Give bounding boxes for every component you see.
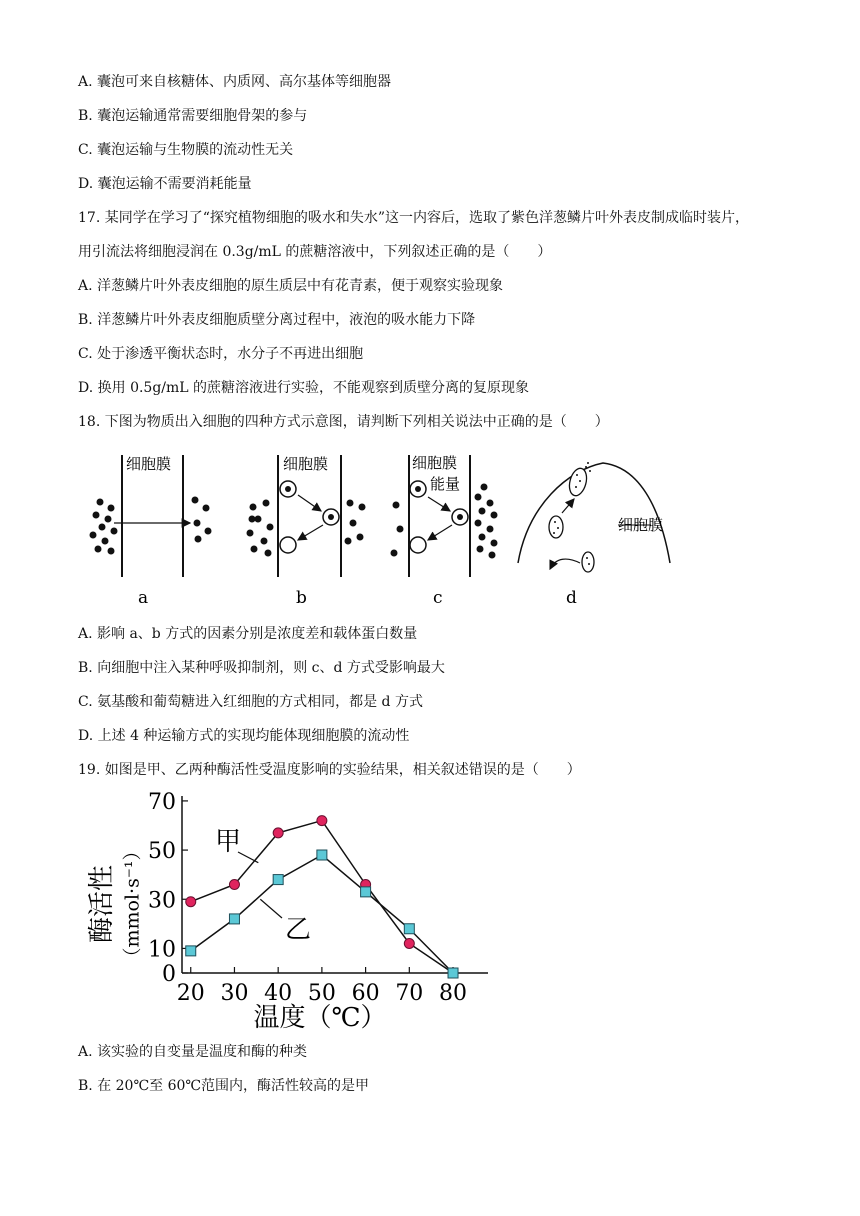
series-jia-leader-line [238, 852, 258, 863]
data-point-0 [229, 880, 239, 890]
data-point-1 [229, 914, 239, 924]
y-tick-label: 70 [148, 789, 176, 815]
x-tick-label: 70 [395, 981, 424, 1006]
q19-option-a: A. 该实验的自变量是温度和酶的种类 [78, 1044, 308, 1060]
q16-option-b: B. 囊泡运输通常需要细胞骨架的参与 [78, 108, 308, 124]
q18-option-b: B. 向细胞中注入某种呼吸抑制剂，则 c、d 方式受影响最大 [78, 660, 445, 676]
y-tick-label: 50 [148, 839, 176, 865]
q17-stem-line-2: 用引流法将细胞浸润在 0.3g/mL 的蔗糖溶液中，下列叙述正确的是（ ） [78, 244, 552, 260]
q16-option-c: C. 囊泡运输与生物膜的流动性无关 [78, 142, 294, 158]
panel-b-label: b [296, 588, 307, 608]
q17-option-d: D. 换用 0.5g/mL 的蔗糖溶液进行实验，不能观察到质壁分离的复原现象 [78, 380, 530, 396]
series-yi-label: 乙 [285, 915, 312, 945]
panel-c-diagram [391, 454, 498, 608]
q18-option-d: D. 上述 4 种运输方式的实现均能体现细胞膜的流动性 [78, 728, 410, 744]
chart-axes [182, 796, 488, 973]
q17-option-a: A. 洋葱鳞片叶外表皮细胞的原生质层中有花青素，便于观察实验现象 [78, 278, 504, 294]
panel-b-membrane-label: 细胞膜 [283, 455, 329, 473]
data-point-0 [404, 939, 414, 949]
data-point-1 [186, 946, 196, 956]
enzyme-activity-chart [70, 786, 510, 1036]
x-tick-label: 20 [176, 981, 205, 1006]
y-axis-label: 酶活性 [87, 864, 117, 944]
x-tick-label: 80 [439, 981, 468, 1006]
data-point-1 [404, 924, 414, 934]
x-tick-label: 30 [220, 981, 249, 1006]
panel-c-label: c [433, 588, 443, 608]
q17-option-b: B. 洋葱鳞片叶外表皮细胞质壁分离过程中，液泡的吸水能力下降 [78, 312, 476, 328]
data-point-1 [361, 887, 371, 897]
panel-c-membrane-label: 细胞膜 [412, 454, 458, 472]
y-tick-label: 30 [148, 888, 176, 914]
series-yi-leader-line [260, 899, 282, 918]
q18-option-c: C. 氨基酸和葡萄糖进入红细胞的方式相同，都是 d 方式 [78, 694, 423, 710]
series-jia-label: 甲 [215, 827, 242, 857]
data-point-1 [273, 875, 283, 885]
x-axis-label: 温度（℃） [253, 1003, 387, 1033]
panel-a-diagram [90, 455, 212, 608]
panel-a-membrane-label: 细胞膜 [126, 455, 172, 473]
q18-option-a: A. 影响 a、b 方式的因素分别是浓度差和载体蛋白数量 [78, 626, 418, 642]
panel-d-diagram [518, 462, 670, 608]
x-tick-label: 40 [264, 981, 293, 1006]
data-point-0 [186, 897, 196, 907]
panel-b-molecules [247, 500, 366, 557]
q17-stem-line-1: 17. 某同学在学习了“探究植物细胞的吸水和失水”这一内容后，选取了紫色洋葱鳞片叶外表皮制成临时装片， [78, 210, 750, 226]
q16-option-a: A. 囊泡可来自核糖体、内质网、高尔基体等细胞器 [78, 74, 392, 90]
q19-stem: 19. 如图是甲、乙两种酶活性受温度影响的实验结果，相关叙述错误的是（ ） [78, 762, 581, 778]
q16-option-d: D. 囊泡运输不需要消耗能量 [78, 176, 252, 192]
data-point-0 [317, 816, 327, 826]
data-point-1 [317, 850, 327, 860]
panel-c-energy-label: 能量 [430, 475, 461, 493]
q17-option-c: C. 处于渗透平衡状态时，水分子不再进出细胞 [78, 346, 364, 362]
panel-a-label: a [138, 588, 149, 608]
x-tick-label: 60 [351, 981, 380, 1006]
panel-d-label: d [566, 588, 577, 608]
panel-c-molecules [391, 484, 498, 559]
q18-stem: 18. 下图为物质出入细胞的四种方式示意图，请判断下列相关说法中正确的是（ ） [78, 414, 609, 430]
q19-option-b: B. 在 20℃至 60℃范围内，酶活性较高的是甲 [78, 1078, 370, 1094]
y-axis-unit: （mmol·s⁻¹） [121, 841, 144, 967]
panel-b-diagram [247, 455, 366, 608]
panel-d-membrane-label: 细胞膜 [618, 516, 664, 534]
x-tick-label: 50 [307, 981, 336, 1006]
y-tick-label: 10 [148, 937, 176, 963]
data-point-0 [273, 828, 283, 838]
transport-figure [78, 445, 698, 615]
panel-a-molecules [90, 497, 212, 555]
data-point-1 [448, 968, 458, 978]
y-tick-label: 0 [162, 962, 176, 987]
